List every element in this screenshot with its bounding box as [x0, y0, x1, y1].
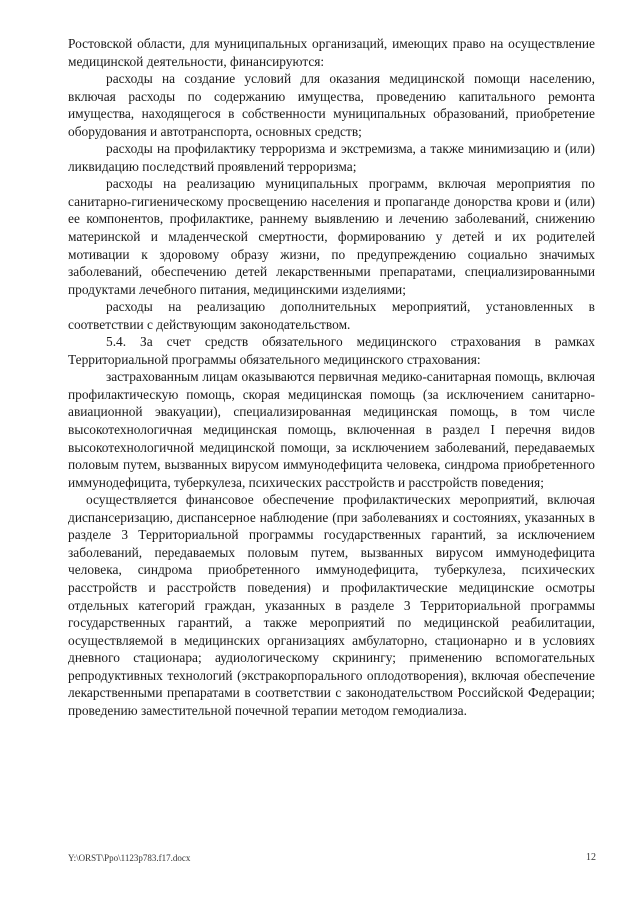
paragraph-insured-care: застрахованным лицам оказываются первичная медико-санитарная помощь, включая профилактическую помощь, скорая медицинская помощь (за исключением санитарно-авиационной эвакуации), специализированная медицинская помощь, в том числе высокотехнологичная медицинская помощь, включенная в раздел I перечня видов высокотехнологичной медицинской помощи, за исключением заболеваний, передаваемых половым путем, вызванных вирусом иммунодефицита человека, синдрома приобретенного иммунодефицита, туберкулеза, психических расстройств и расстройств поведения; [68, 369, 595, 490]
paragraph-section-5-4: 5.4. За счет средств обязательного медицинского страхования в рамках Территориальной программы обязательного медицинского страхования: [68, 334, 595, 367]
footer-page-number: 12 [586, 852, 596, 863]
paragraph-expenses-additional: расходы на реализацию дополнительных мероприятий, установленных в соответствии с действующим законодательством. [68, 299, 595, 332]
paragraph-intro: Ростовской области, для муниципальных организаций, имеющих право на осуществление медицинской деятельности, финансируются: [68, 36, 595, 69]
paragraph-expenses-programs: расходы на реализацию муниципальных программ, включая мероприятия по санитарно-гигиеническому просвещению населения и пропаганде донорства крови и (или) ее компонентов, профилактике, раннему выявлению и лечению заболеваний, снижению материнской и младенческой смертности, формированию у детей и их родителей мотивации к здоровому образу жизни, по предупреждению социально значимых заболеваний, обеспечению детей лекарственными препаратами, специализированными продуктами лечебного питания, медицинскими изделиями; [68, 176, 595, 297]
paragraph-expenses-conditions: расходы на создание условий для оказания медицинской помощи населению, включая расходы по содержанию имущества, проведению капитального ремонта имущества, находящегося в собственности муниципальных образований, приобретение оборудования и автотранспорта, основных средств; [68, 71, 595, 139]
document-body [68, 35, 595, 719]
footer-file-path: Y:\ORST\Ppo\1123p783.f17.docx [68, 853, 191, 863]
paragraph-financing-preventive: осуществляется финансовое обеспечение профилактических мероприятий, включая диспансеризацию, диспансерное наблюдение (при заболеваниях и состояниях, указанных в разделе 3 Территориальной программы государственных гарантий, за исключением заболеваний, передаваемых половым путем, вызванных вирусом иммунодефицита человека, синдрома приобретенного иммунодефицита, туберкулеза, психических расстройств и расстройств поведения) и профилактические медицинские осмотры отдельных категорий граждан, указанных в разделе 3 Территориальной программы государственных гарантий, а также мероприятий по медицинской реабилитации, осуществляемой в медицинских организациях амбулаторно, стационарно и в условиях дневного стационара; аудиологическому скринингу; применению вспомогательных репродуктивных технологий (экстракорпорального оплодотворения), включая обеспечение лекарственными препаратами в соответствии с законодательством Российской Федерации; проведению заместительной почечной терапии методом гемодиализа. [68, 492, 595, 718]
paragraph-expenses-terrorism: расходы на профилактику терроризма и экстремизма, а также минимизацию и (или) ликвидацию последствий проявлений терроризма; [68, 141, 595, 174]
